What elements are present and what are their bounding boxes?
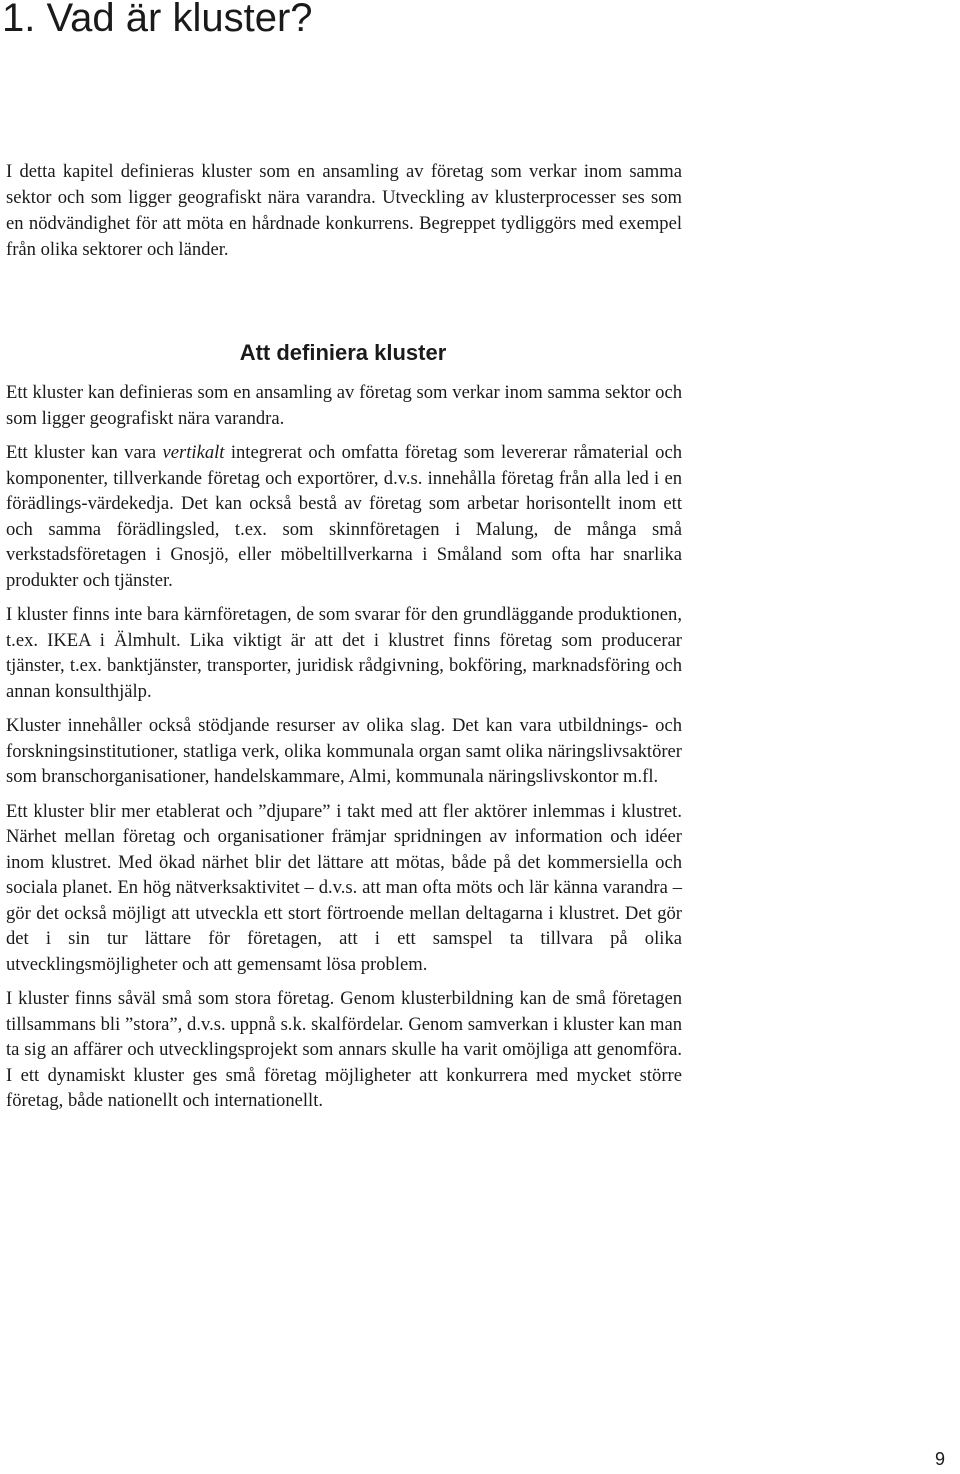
section-body: [6, 380, 682, 1114]
paragraph-deeper-cluster: Ett kluster blir mer etablerat och ”djupare” i takt med att fler aktörer inlemmas i klustret. Närhet mellan företag och organisationer främjar spridningen av information och idéer inom klustret. Med ökad närhet blir det lättare att mötas, både på det kommersiella och sociala planet. En hög nätverksaktivitet – d.v.s. att man ofta möts och lär känna varandra – gör det också möjligt att utveckla ett stort förtroende mellan deltagarna i klustret. Det gör det i sin tur lättare för företagen, att i ett samspel ta tillvara på olika utvecklingsmöjligheter och att gemensamt lösa problem.: [6, 800, 682, 975]
paragraph-support-resources: Kluster innehåller också stödjande resurser av olika slag. Det kan vara utbildnings- och forskningsinstitutioner, statliga verk, olika kommunala organ samt olika näringslivsaktörer som branschorganisationer, handelskammare, Almi, kommunala näringslivskontor m.fl.: [6, 715, 682, 787]
paragraph-vertical-horizontal: [6, 440, 682, 593]
chapter-title: 1. Vad är kluster?: [2, 0, 313, 40]
page-number: 9: [935, 1449, 946, 1469]
chapter-intro: I detta kapitel definieras kluster som en ansamling av företag som verkar inom samma sektor och som ligger geografiskt nära varandra. Utveckling av klusterprocesser ses som en nödvändighet för att möta en hårdnade konkurrens. Begreppet tydliggörs med exempel från olika sektorer och länder.: [6, 161, 682, 260]
emphasis-vertikalt: vertikalt: [162, 442, 225, 463]
paragraph-core-companies: I kluster finns inte bara kärnföretagen, de som svarar för den grundläggande produktionen, t.ex. IKEA i Älmhult. Lika viktigt är att det i klustret finns företag som producerar tjänster, t.ex. banktjänster, transporter, juridisk rådgivning, bokföring, marknadsföring och annan konsulthjälp.: [6, 604, 682, 702]
paragraph-small-and-large: I kluster finns såväl små som stora företag. Genom klusterbildning kan de små företagen tillsammans bli ”stora”, d.v.s. uppnå s.k. skalfördelar. Genom samverkan i kluster kan man ta sig an affärer och utvecklingsprojekt som annars skulle ha varit omöjliga att genomföra. I ett dynamiskt kluster ges små företag möjligheter att konkurrera med mycket större företag, både nationellt och internationellt.: [6, 988, 682, 1111]
paragraph-text: Ett kluster kan vara: [6, 442, 163, 463]
paragraph-text: integrerat och omfatta företag som levererar råmaterial och komponenter, tillverkande företag och exportörer, d.v.s. innehålla företag från alla led i en förädlings-värdekedja. Det kan också bestå av företag som arbetar horisontellt inom ett och samma förädlingsled, t.ex. som skinnföretagen i Malung, de många små verkstadsföretagen i Gnosjö, eller möbeltillverkarna i Småland som ofta har snarlika produkter och tjänster.: [6, 442, 682, 591]
section-heading: Att definiera kluster: [239, 340, 447, 365]
paragraph-definition: Ett kluster kan definieras som en ansamling av företag som verkar inom samma sektor och som ligger geografiskt nära varandra.: [6, 382, 682, 429]
